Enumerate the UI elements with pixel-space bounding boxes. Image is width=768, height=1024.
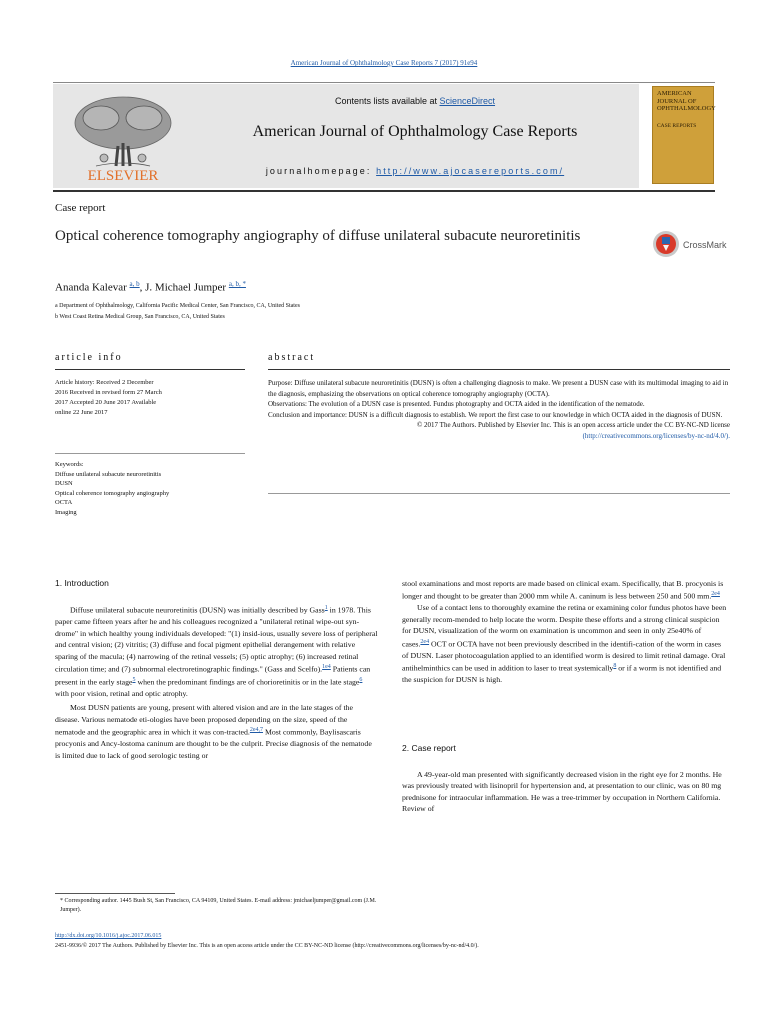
elsevier-tree-logo [56,88,191,184]
citation-link[interactable]: 2e4 [711,591,720,598]
author-name: J. Michael Jumper [145,281,227,294]
keywords-block [55,460,245,517]
author-affil-ref[interactable]: a, b [129,280,140,288]
cover-title: AMERICAN JOURNAL OF OPHTHALMOLOGY [657,90,716,112]
homepage-link[interactable]: http://www.ajocasereports.com/ [376,166,565,176]
abstract-conclusion: Conclusion and importance: DUSN is a difficult diagnosis to establish. We report the first case to our knowledge in which OCTA aided in the diagnosis of DUSN. [268,410,723,419]
divider [268,369,730,370]
abstract-purpose: Purpose: Diffuse unilateral subacute neuroretinitis (DUSN) is often a challenging diagnosis to make. We present a DUSN case with its multimodal imaging to aid in the diagnosis, emphasizing the observations on optical coherence tomography angiography (OCTA). [268,379,729,398]
masthead-top-rule [53,82,715,83]
affiliation-b: b West Coast Retina Medical Group, San Francisco, CA, United States [55,314,225,320]
keyword: Diffuse unilateral subacute neuroretinitis [55,470,162,478]
citation-link[interactable]: 1e4 [322,664,331,671]
masthead-bottom-rule [53,190,715,192]
journal-title: American Journal of Ophthalmology Case Reports [252,123,578,140]
running-head[interactable]: American Journal of Ophthalmology Case Reports 7 (2017) 91e94 [290,59,478,67]
citation-link[interactable]: 1 [324,605,328,612]
license-link[interactable]: (http://creativecommons.org/licenses/by-nc-nd/4.0/). [582,431,730,440]
divider [55,369,245,370]
article-title: Optical coherence tomography angiography of diffuse unilateral subacute neuroretinitis [55,228,581,244]
citation-link[interactable]: 2e4,7 [249,727,264,734]
body-right-column: stool examinations and most reports are made based on clinical exam. Specifically, that B. procyonis is longer and thought to be greater than 2000 mm while A. caninum is less between 250 and 500 mm.$^{2e4}$ Use of a contact lens to thoroughly examine the retina or examining color fundus photos have been generally recom-mended to help locate the worm. Despite these efforts and a strong clinical suspicion for DUSN, visualization of the worm on examination is uncommon and seen in only 25e40% of cases.$^{2e4}$ OCT or OCTA have not been previously described in the identifi-cation of the worm in cases of DUSN. Laser photocoagulation applied to an identified worm is desired to limit retinal damage. Oral antihelminthics can be used in addition to laser to treat systemically$^8$ or if a worm is not identified and the suspicion for DUSN is high. 2. Case report A 49-year-old man presented with significantly decreased vision in the right eye for 2 months. He was previously treated with lisinopril for hypertension and, at presentation to our clinic, was on 80 mg prednisone for intraocular inflammation. He was a tree-trimmer by occupation in Northern California. Review of [402,579,727,814]
mu-symbol: m [697,592,704,601]
mu-symbol: m [536,592,543,601]
citation-link[interactable]: 5 [132,677,136,684]
case-paragraph: A 49-year-old man presented with significantly decreased vision in the right eye for 2 months. He was previously treated with lisinopril for hypertension and, at presentation to our clinic, was on 80 mg prednisone for intraocular inflammation. He was a tree-trimmer by occupation in Northern California. Review of [402,769,722,814]
crossmark-label: CrossMark [683,240,727,250]
affiliation-a: a Department of Ophthalmology, California Pacific Medical Center, San Francisco, CA, United States [55,303,300,309]
divider [268,493,730,494]
divider [55,453,245,454]
abstract-observations: Observations: The evolution of a DUSN case is presented. Fundus photography and OCTA aided in the identification of the nematode. [268,400,645,408]
article-history: Article history: Received 2 December 2016 Received in revised form 27 March 2017 Accepted 20 June 2017 Available online 22 June 2017 [55,379,162,416]
corresponding-author-footnote: * Corresponding author. 1445 Bush St, San Francisco, CA 94109, United States. E-mail address: jmichaeljumper@gmail.com (J.M. Jumper). [60,898,377,913]
crossmark-badge[interactable] [651,227,731,261]
citation-link[interactable]: 2e4 [420,638,430,645]
abstract-heading: abstract [268,352,316,363]
doi-link[interactable]: http://dx.doi.org/10.1016/j.ajoc.2017.06.015 [55,933,162,939]
abstract-body [268,378,730,441]
keyword: DUSN [55,480,73,487]
keyword: Optical coherence tomography angiography [55,489,170,497]
keywords-label: Keywords: [55,461,84,468]
section-heading-case-report: 2. Case report [402,743,456,754]
sciencedirect-link[interactable]: ScienceDirect [439,96,496,106]
abstract-license: © 2017 The Authors. Published by Elsevier Inc. This is an open access article under the CC BY-NC-ND license [416,421,730,429]
keyword: OCTA [55,499,73,506]
section-heading-introduction: 1. Introduction [55,578,109,588]
author-line: Ananda Kalevar $^{a, b}$, J. Michael Jumper $^{a, b, *}$ [55,280,246,294]
elsevier-wordmark: ELSEVIER [87,168,159,184]
body-left-column: 1. Introduction Diffuse unilateral subacute neuroretinitis (DUSN) was initially described by Gass$^1$ in 1978. This paper came fifteen years after he and his colleagues recognized a "unilateral retinal wipe-out syn-drome" in which healthy young individuals developed: "(1) insid-ious, usually severe loss of peripheral and central vision; (2) vitritis; (3) diffuse and focal pigment epithelial derangement with relative sparing of the macula; (4) narrowing of the retinal vessels; (5) optic atrophy; (6) increased retinal circulation time; and (7) subnormal electroretinographic findings." (Gass and Scelfo).$^{1e4}$ Patients can present in the early stage$^5$ when the predominant findings are of chorioretinitis or in the late stage$^6$ with poor vision, retinal and optic atrophy. Most DUSN patients are young, present with altered vision and are in the late stages of the disease. Various nematode eti-ologies have been proposed depending on the size, speed of the nematode and the geographic area in which it was con-tracted.$^{2e4,7}$ Most commonly, Baylisascaris procyonis and Ancy-lostoma caninum are thought to be the culprit. Precise diagnosis of the nematode is limited due to lack of good serologic testing or [55,578,378,760]
journal-cover-thumbnail[interactable] [652,86,714,184]
article-type: Case report [55,202,106,214]
author-affil-ref[interactable]: a, b, * [228,280,246,288]
contents-line: Contents lists available at ScienceDirect [334,96,496,106]
footnote-rule [55,893,175,894]
author-name: Ananda Kalevar [55,281,127,294]
article-info-heading: article info [55,352,123,363]
keyword: Imaging [55,508,77,516]
cover-subtitle: CASE REPORTS [657,122,697,129]
journal-homepage: journalhomepage: http://www.ajocasereports.com/ [265,166,565,176]
citation-link[interactable]: 8 [613,663,617,670]
issn-license-line: 2451-9936/© 2017 The Authors. Published by Elsevier Inc. This is an open access article under the CC BY-NC-ND license (http://creativecommons.org/licenses/by-nc-nd/4.0/). [55,943,479,949]
citation-link[interactable]: 6 [359,677,363,684]
